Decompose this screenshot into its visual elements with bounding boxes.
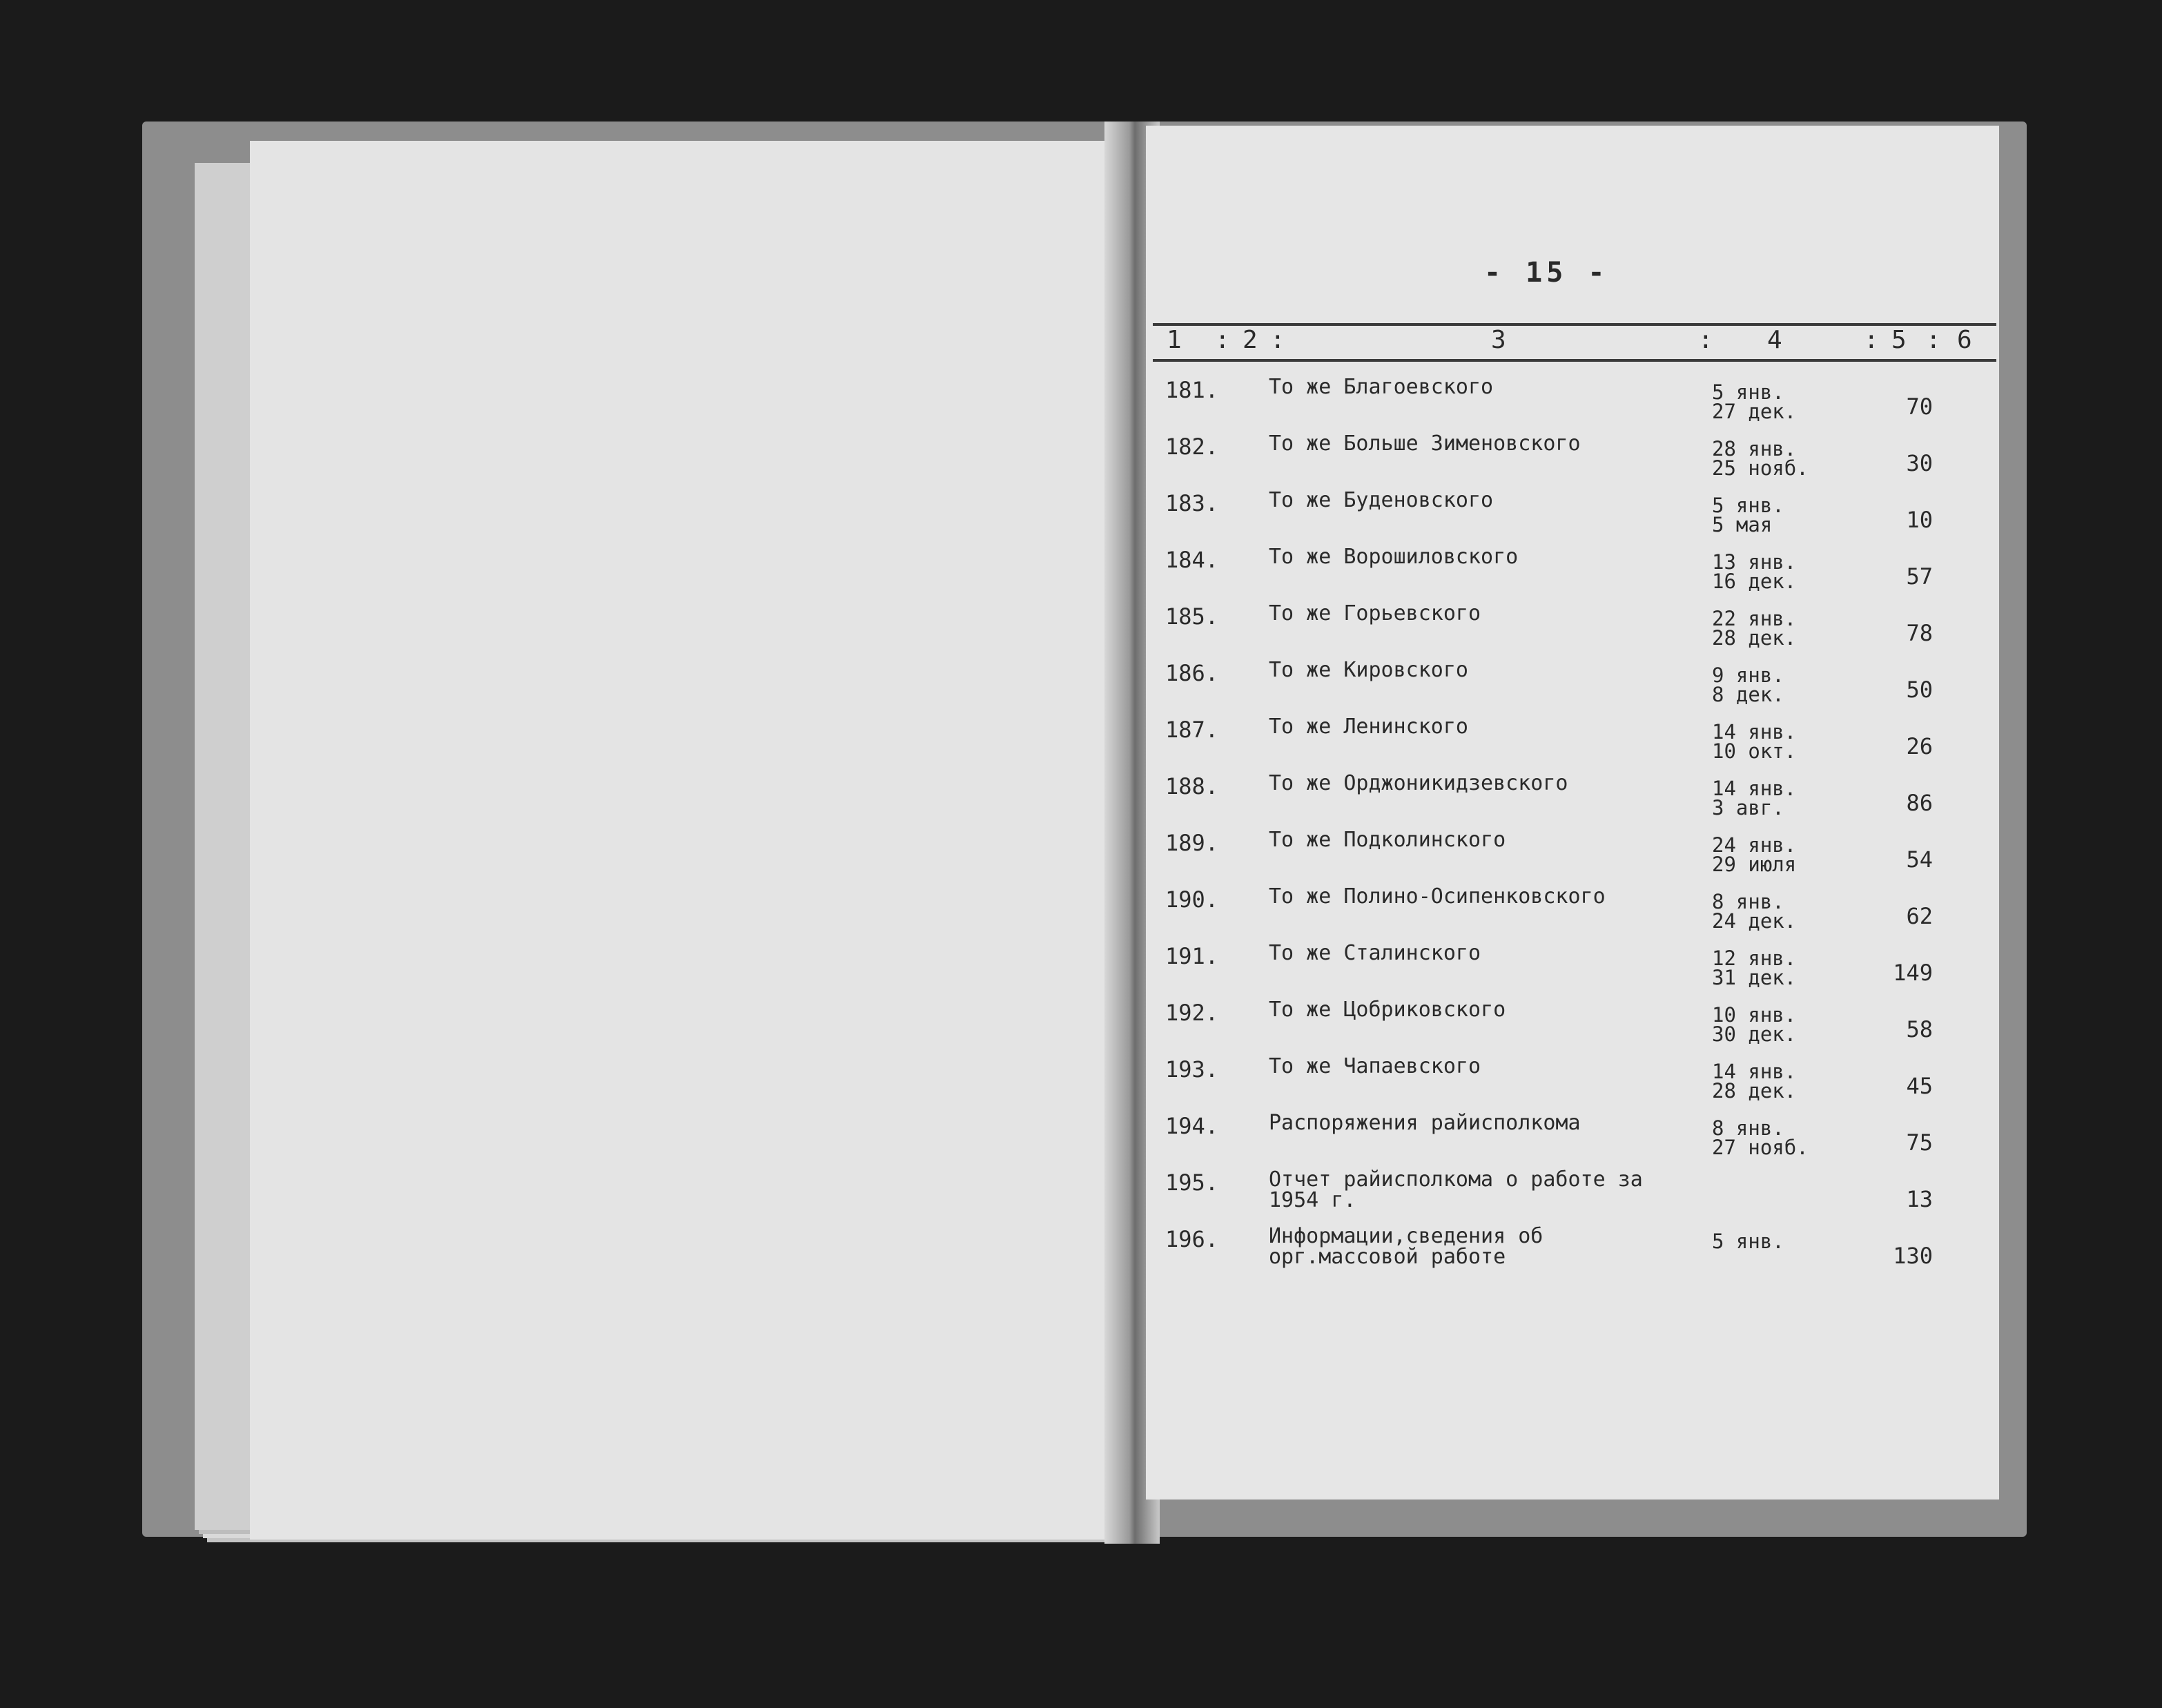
- table-row: [1146, 886, 1999, 942]
- row-number: 196.: [1165, 1226, 1219, 1252]
- row-sheet-count: 57: [1906, 563, 1933, 590]
- date-end: 10 окт.: [1712, 739, 1797, 763]
- date-end: 28 дек.: [1712, 626, 1797, 650]
- row-number: 185.: [1165, 603, 1219, 630]
- date-end: 8 дек.: [1712, 683, 1784, 706]
- column-separator: :: [1270, 326, 1285, 354]
- row-dates: [1712, 779, 1836, 817]
- row-dates: [1712, 1118, 1836, 1157]
- column-header-4: 4: [1767, 326, 1782, 354]
- row-sheet-count: 58: [1906, 1016, 1933, 1042]
- row-description: То же Орджоникидзевского: [1269, 771, 1568, 795]
- table-row: [1146, 490, 1999, 545]
- table-row: [1146, 1000, 1999, 1055]
- row-sheet-count: 30: [1906, 450, 1933, 476]
- row-dates: [1712, 892, 1836, 931]
- date-start: 10 янв.: [1712, 1003, 1797, 1027]
- date-end: 5 мая: [1712, 513, 1773, 536]
- row-number: 190.: [1165, 886, 1219, 913]
- row-sheet-count: 70: [1906, 394, 1933, 420]
- date-end: 3 авг.: [1712, 796, 1784, 819]
- row-number: 181.: [1165, 377, 1219, 403]
- row-dates: [1712, 1060, 1836, 1103]
- row-number: 184.: [1165, 547, 1219, 573]
- column-separator: :: [1926, 326, 1941, 354]
- row-sheet-count: 10: [1906, 507, 1933, 533]
- date-end: 30 дек.: [1712, 1022, 1797, 1046]
- row-description: Информации,сведения об орг.массовой работе: [1269, 1224, 1543, 1269]
- row-sheet-count: 26: [1906, 733, 1933, 759]
- row-sheet-count: 54: [1906, 846, 1933, 873]
- header-rule-bottom: [1153, 359, 1996, 362]
- date-end: 25 нояб.: [1712, 456, 1809, 480]
- date-start: 14 янв.: [1712, 777, 1797, 800]
- date-start: 24 янв.: [1712, 833, 1797, 857]
- table-row: [1146, 603, 1999, 659]
- table-row: [1146, 1226, 1999, 1281]
- row-description: То же Ворошиловского: [1269, 545, 1519, 569]
- row-number: 194.: [1165, 1113, 1219, 1139]
- row-number: 192.: [1165, 1000, 1219, 1026]
- row-dates: [1712, 439, 1836, 478]
- row-description: То же Кировского: [1269, 658, 1468, 682]
- row-number: 193.: [1165, 1056, 1219, 1083]
- row-dates: [1712, 1005, 1836, 1044]
- column-header-1: 1: [1167, 326, 1182, 354]
- table-row: [1146, 1113, 1999, 1168]
- date-start: 9 янв.: [1712, 663, 1784, 687]
- row-description: То же Ленинского: [1269, 715, 1468, 739]
- row-description: То же Благоевского: [1269, 375, 1494, 399]
- date-end: 24 дек.: [1712, 909, 1797, 933]
- row-sheet-count: 78: [1906, 620, 1933, 646]
- date-start: 14 янв.: [1712, 1060, 1797, 1083]
- table-row: [1146, 943, 1999, 998]
- row-dates: [1712, 835, 1836, 874]
- table-row: [1146, 717, 1999, 772]
- date-end: 31 дек.: [1712, 966, 1797, 989]
- right-page: [1146, 126, 1999, 1500]
- row-sheet-count: 45: [1906, 1073, 1933, 1099]
- date-start: 8 янв.: [1712, 1116, 1784, 1140]
- row-number: 187.: [1165, 717, 1219, 743]
- table-row: [1146, 377, 1999, 432]
- row-description: То же Сталинского: [1269, 941, 1481, 965]
- row-sheet-count: 130: [1893, 1243, 1933, 1269]
- table-row: [1146, 773, 1999, 828]
- date-end: 28 дек.: [1712, 1079, 1797, 1103]
- date-start: 5 янв.: [1712, 380, 1784, 404]
- row-dates: [1712, 552, 1836, 591]
- date-end: 27 нояб.: [1712, 1136, 1809, 1159]
- row-dates: [1712, 609, 1836, 648]
- row-sheet-count: 75: [1906, 1129, 1933, 1156]
- column-header-2: 2: [1243, 326, 1258, 354]
- row-description: То же Подколинского: [1269, 828, 1506, 852]
- row-description: Распоряжения райисполкома: [1269, 1111, 1581, 1135]
- row-description: То же Цобриковского: [1269, 998, 1506, 1022]
- row-number: 189.: [1165, 830, 1219, 856]
- left-blank-page: [250, 141, 1133, 1540]
- column-header-3: 3: [1491, 326, 1506, 354]
- table-row: [1146, 431, 1999, 489]
- table-row: [1146, 547, 1999, 602]
- date-start: 8 янв.: [1712, 890, 1784, 913]
- row-dates: [1712, 496, 1836, 534]
- date-end: 16 дек.: [1712, 570, 1797, 593]
- page-number: - 15 -: [1484, 257, 1609, 289]
- row-description: То же Буденовского: [1269, 488, 1494, 512]
- date-start: 13 янв.: [1712, 550, 1797, 574]
- column-header-5: 5: [1891, 326, 1907, 354]
- date-start: 12 янв.: [1712, 947, 1797, 970]
- row-number: 183.: [1165, 490, 1219, 516]
- row-sheet-count: 86: [1906, 790, 1933, 816]
- column-header-6: 6: [1957, 326, 1972, 354]
- row-dates: [1712, 382, 1836, 421]
- row-description: Отчет райисполкома о работе за 1954 г.: [1269, 1167, 1643, 1212]
- row-sheet-count: 62: [1906, 903, 1933, 929]
- date-end: 27 дек.: [1712, 400, 1797, 423]
- date-end: 5 янв.: [1712, 1230, 1784, 1253]
- row-description: То же Полино-Осипенковского: [1269, 884, 1606, 909]
- row-description: То же Чапаевского: [1269, 1054, 1481, 1078]
- row-sheet-count: 149: [1893, 960, 1933, 986]
- date-start: 22 янв.: [1712, 607, 1797, 630]
- date-start: 14 янв.: [1712, 720, 1797, 744]
- row-number: 191.: [1165, 943, 1219, 969]
- table-row: [1146, 1056, 1999, 1112]
- row-number: 186.: [1165, 660, 1219, 686]
- row-sheet-count: 50: [1906, 677, 1933, 703]
- table-row: [1146, 1167, 1999, 1225]
- row-description: То же Горьевского: [1269, 601, 1481, 625]
- column-separator: :: [1698, 326, 1713, 354]
- row-dates: [1712, 1232, 1836, 1251]
- row-number: 188.: [1165, 773, 1219, 799]
- date-end: 29 июля: [1712, 853, 1797, 876]
- column-separator: :: [1864, 326, 1879, 354]
- row-dates: [1712, 949, 1836, 987]
- row-dates: [1712, 722, 1836, 761]
- table-row: [1146, 660, 1999, 715]
- date-start: 28 янв.: [1712, 437, 1797, 460]
- date-start: 5 янв.: [1712, 494, 1784, 517]
- row-number: 195.: [1165, 1170, 1219, 1196]
- column-separator: :: [1215, 326, 1230, 354]
- row-number: 182.: [1165, 434, 1219, 460]
- row-description: То же Больше Зименовского: [1269, 431, 1581, 456]
- row-sheet-count: 13: [1906, 1186, 1933, 1212]
- row-dates: [1712, 663, 1836, 706]
- table-row: [1146, 830, 1999, 885]
